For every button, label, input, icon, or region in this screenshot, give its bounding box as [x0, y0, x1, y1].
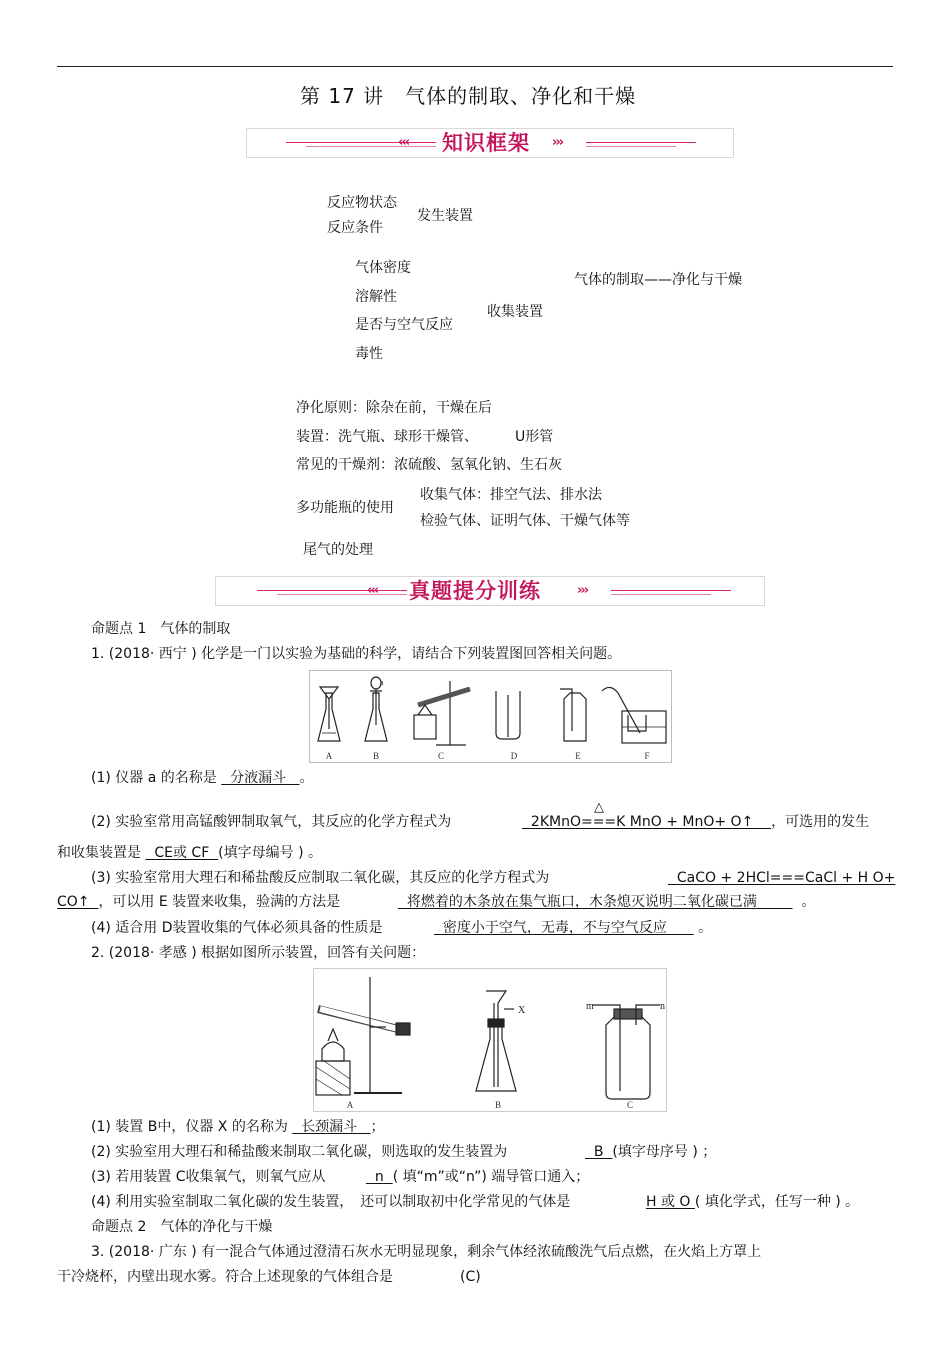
page-title: 第 17 讲 气体的制取、净化和干燥: [300, 84, 637, 108]
q2-figure: [313, 968, 667, 1112]
q2-p4-end: ( 填化学式，任写一种 ) 。: [694, 1194, 860, 1210]
q1-p2-delta: △: [594, 800, 604, 815]
section-banner-training: ‹‹‹ 真题提分训练 ›››: [215, 576, 765, 606]
q2-p3-answer-wrap: [366, 1168, 589, 1186]
q1-p2b-text: 和收集装置是: [57, 845, 141, 861]
q1-figure-marker-a: a: [380, 678, 384, 687]
q2-figure-marker-x: X: [518, 1005, 526, 1016]
gen-input-state: 反应物状态: [327, 195, 397, 211]
q1-figure: [309, 670, 672, 763]
q2-figure-marker-n: n: [660, 1001, 665, 1012]
q1-p3-text: (3) 实验室常用大理石和稀盐酸反应制取二氧化碳，其反应的化学方程式为: [91, 870, 550, 886]
q1-p4-answer: 密度小于空气，无毒，不与空气反应: [442, 920, 667, 936]
q1-figure-label-f: F: [644, 751, 650, 761]
q2-p1-text: (1) 装置 B中，仪器 X 的名称为: [91, 1119, 288, 1135]
q2-apparatus-drawing: [314, 969, 666, 1111]
q2-p4-text: (4) 利用实验室制取二氧化碳的发生装置， 还可以制取初中化学常见的气体是: [91, 1194, 571, 1210]
purify-principle: 净化原则：除杂在前，干燥在后: [296, 400, 492, 416]
q1-p2-text: (2) 实验室常用高锰酸钾制取氧气，其反应的化学方程式为: [91, 814, 452, 830]
q3-stem: 3. (2018· 广东 ) 有一混合气体通过澄清石灰水无明显现象，剩余气体经浓硫酸洗气后点燃，在火焰上方罩上: [91, 1244, 762, 1260]
device-line-b: U形管: [515, 429, 554, 445]
q1-p2b-end: (填字母编号 ) 。: [218, 845, 322, 861]
q1-p2b: [57, 844, 322, 862]
collect-input-solubility: 溶解性: [355, 289, 397, 305]
q1-p1-text: (1) 仪器 a 的名称是: [91, 770, 217, 786]
topic-2: 命题点 2 气体的净化与干燥: [91, 1219, 273, 1235]
q1-figure-label-b: B: [372, 751, 380, 761]
q1-p1-answer: 分液漏斗: [230, 770, 287, 786]
q1-p2b-answer: CE或 CF: [154, 845, 210, 861]
q1-p3-answer-a: CaCO + 2HCl===CaCl + H O+: [676, 870, 896, 886]
q2-p2-answer: B: [593, 1144, 604, 1160]
multi-item-test: 检验气体、证明气体、干燥气体等: [420, 513, 630, 529]
q1-figure-label-c: C: [437, 751, 445, 761]
q1-p3b: [57, 893, 340, 911]
q2-p2-answer-wrap: [585, 1143, 716, 1161]
q1-p3-answer-b: CO↑: [57, 894, 90, 910]
q1-p3-answer-a-wrap: [668, 869, 895, 887]
q2-p4-answer: H 或 O: [646, 1194, 691, 1210]
q2-figure-label-a: A: [346, 1100, 354, 1110]
q2-p1-answer: 长颈漏斗: [301, 1119, 358, 1135]
q1-apparatus-drawing: [310, 671, 671, 762]
q1-p3-answer-c: 将燃着的木条放在集气瓶口，木条熄灭说明二氧化碳已满: [406, 894, 757, 910]
q2-p3-answer: n: [374, 1169, 384, 1185]
q1-stem: 1. (2018· 西宁 ) 化学是一门以实验为基础的科学，请结合下列装置图回答相关问题。: [91, 646, 622, 662]
dryers: 常见的干燥剂：浓硫酸、氢氧化钠、生石灰: [296, 457, 562, 473]
q2-p3-end: ( 填“m”或“n”) 端导管口通入；: [392, 1169, 590, 1185]
q1-p4: [91, 919, 383, 937]
q1-figure-label-e: E: [575, 751, 581, 761]
q2-stem: 2. (2018· 孝感 ) 根据如图所示装置，回答有关问题：: [91, 945, 426, 961]
top-rule: [57, 66, 893, 67]
gen-device: 发生装置: [417, 208, 473, 224]
collect-input-air-reaction: 是否与空气反应: [355, 317, 453, 333]
topic-1: 命题点 1 气体的制取: [91, 621, 231, 637]
q2-p1-end: ；: [370, 1119, 385, 1135]
q1-p1-end: 。: [299, 770, 314, 786]
q1-p2-tail: ，可选用的发生: [771, 814, 870, 830]
banner-framework-label: 知识框架: [442, 131, 530, 155]
q1-p4-answer-wrap: [434, 919, 712, 937]
q2-p3: [91, 1168, 326, 1186]
q1-p2: [91, 813, 451, 831]
tail-gas: 尾气的处理: [303, 542, 373, 558]
q1-p4-end: 。: [698, 920, 713, 936]
q2-p1: [91, 1118, 385, 1136]
q1-figure-label-d: D: [510, 751, 518, 761]
device-line-a: 装置：洗气瓶、球形干燥管、: [296, 429, 478, 445]
q2-p2-text: (2) 实验室用大理石和稀盐酸来制取二氧化碳，则选取的发生装置为: [91, 1144, 508, 1160]
q2-p3-text: (3) 若用装置 C收集氧气，则氧气应从: [91, 1169, 326, 1185]
q3-answer: (C): [460, 1269, 481, 1285]
q3-stem-2: 干冷烧杯，内壁出现水雾。符合上述现象的气体组合是: [57, 1269, 393, 1285]
collect-input-toxicity: 毒性: [355, 346, 383, 362]
q1-p3-end: 。: [801, 894, 816, 910]
collect-device: 收集装置: [487, 304, 543, 320]
q1-p2-answer-wrap: [522, 813, 869, 831]
framework-root: 气体的制取——净化与干燥: [574, 272, 742, 288]
q2-p4-answer-wrap: [646, 1193, 859, 1211]
collect-input-density: 气体密度: [355, 260, 411, 276]
q1-p3-mid: ，可以用 E 装置来收集，验满的方法是: [98, 894, 341, 910]
q1-p2-answer: 2KMnO===K MnO + MnO+ O↑: [530, 814, 754, 830]
multi-bottle: 多功能瓶的使用: [296, 500, 394, 516]
q2-figure-marker-m: m: [586, 1001, 594, 1012]
q1-p3: [91, 869, 549, 887]
q1-p4-text: (4) 适合用 D装置收集的气体必须具备的性质是: [91, 920, 383, 936]
q2-p2-end: (填字母序号 ) ；: [612, 1144, 717, 1160]
q1-p1: [91, 769, 313, 787]
q2-p2: [91, 1143, 507, 1161]
multi-item-collect: 收集气体：排空气法、排水法: [420, 487, 602, 503]
section-banner-framework: ‹‹‹ 知识框架 ›››: [246, 128, 734, 158]
q1-figure-label-a: A: [325, 751, 333, 761]
banner-training-label: 真题提分训练: [409, 579, 541, 603]
q1-p3-answer-c-wrap: [398, 893, 815, 911]
q2-p4: [91, 1193, 570, 1211]
gen-input-condition: 反应条件: [327, 220, 383, 236]
q2-figure-label-c: C: [626, 1100, 634, 1110]
q2-figure-label-b: B: [494, 1100, 502, 1110]
